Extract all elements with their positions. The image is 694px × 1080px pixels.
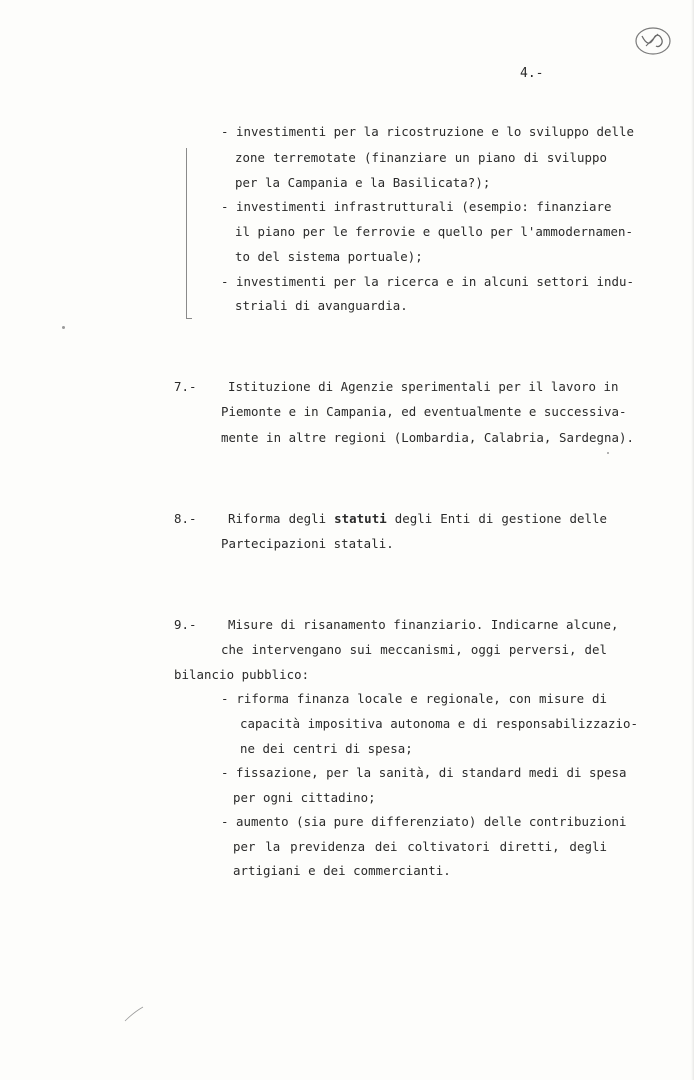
item9-bullet1-line2: capacità impositiva autonoma e di responsabilizzazio- (240, 716, 639, 731)
page-number: 4.- (520, 66, 544, 81)
item6-bullet2-line3: to del sistema portuale); (235, 249, 423, 264)
item9-bullet3-line1: - aumento (sia pure differenziato) delle contribuzioni (221, 814, 627, 829)
item6-bullet1-line1: - investimenti per la ricostruzione e lo sviluppo delle (221, 124, 635, 139)
item8-number: 8.- (174, 511, 197, 526)
item7-line3: mente in altre regioni (Lombardia, Calabria, Sardegna). (221, 430, 635, 445)
item7-line2: Piemonte e in Campania, ed eventualmente e successiva- (221, 404, 627, 419)
item9-bullet1-line3: ne dei centri di spesa; (240, 741, 413, 756)
item9-bullet3-line2: per la previdenza dei coltivatori diretti, degli (233, 839, 607, 854)
margin-annotation-tick (186, 318, 192, 319)
item6-bullet1-line2: zone terremotate (finanziare un piano di sviluppo (235, 150, 607, 165)
scan-speck (607, 452, 609, 454)
item7-line1: Istituzione di Agenzie sperimentali per il lavoro in (228, 379, 619, 394)
item9-bullet1-line1: - riforma finanza locale e regionale, con misure di (221, 691, 607, 706)
item9-line3: bilancio pubblico: (174, 667, 310, 682)
item9-line2: che intervengano sui meccanismi, oggi perversi, del (221, 642, 607, 657)
item7-number: 7.- (174, 379, 197, 394)
pencil-mark-icon (124, 1006, 144, 1022)
item6-bullet2-line1: - investimenti infrastrutturali (esempio: finanziare (221, 199, 612, 214)
item9-bullet3-line3: artigiani e dei commercianti. (233, 863, 451, 878)
item6-bullet2-line2: il piano per le ferrovie e quello per l'ammodernamen- (235, 224, 634, 239)
item8-line1-suffix: degli Enti di gestione delle (386, 511, 607, 526)
item6-bullet3-line1: - investimenti per la ricerca e in alcuni settori indu- (221, 274, 635, 289)
margin-annotation-bar (186, 148, 187, 318)
item9-line1: Misure di risanamento finanziario. Indicarne alcune, (228, 617, 619, 632)
item8-line1-prefix: Riforma degli (228, 511, 335, 526)
item6-bullet1-line3: per la Campania e la Basilicata?); (235, 175, 491, 190)
item8-line2: Partecipazioni statali. (221, 536, 394, 551)
scan-speck (62, 326, 65, 329)
handwritten-stamp-icon (632, 24, 672, 58)
item9-bullet2-line1: - fissazione, per la sanità, di standard medi di spesa (221, 765, 627, 780)
item8-line1 (228, 511, 607, 527)
item8-corrected-word: statuti (334, 511, 387, 526)
item9-bullet2-line2: per ogni cittadino; (233, 790, 376, 805)
item6-bullet3-line2: striali di avanguardia. (235, 298, 408, 313)
item9-number: 9.- (174, 617, 197, 632)
